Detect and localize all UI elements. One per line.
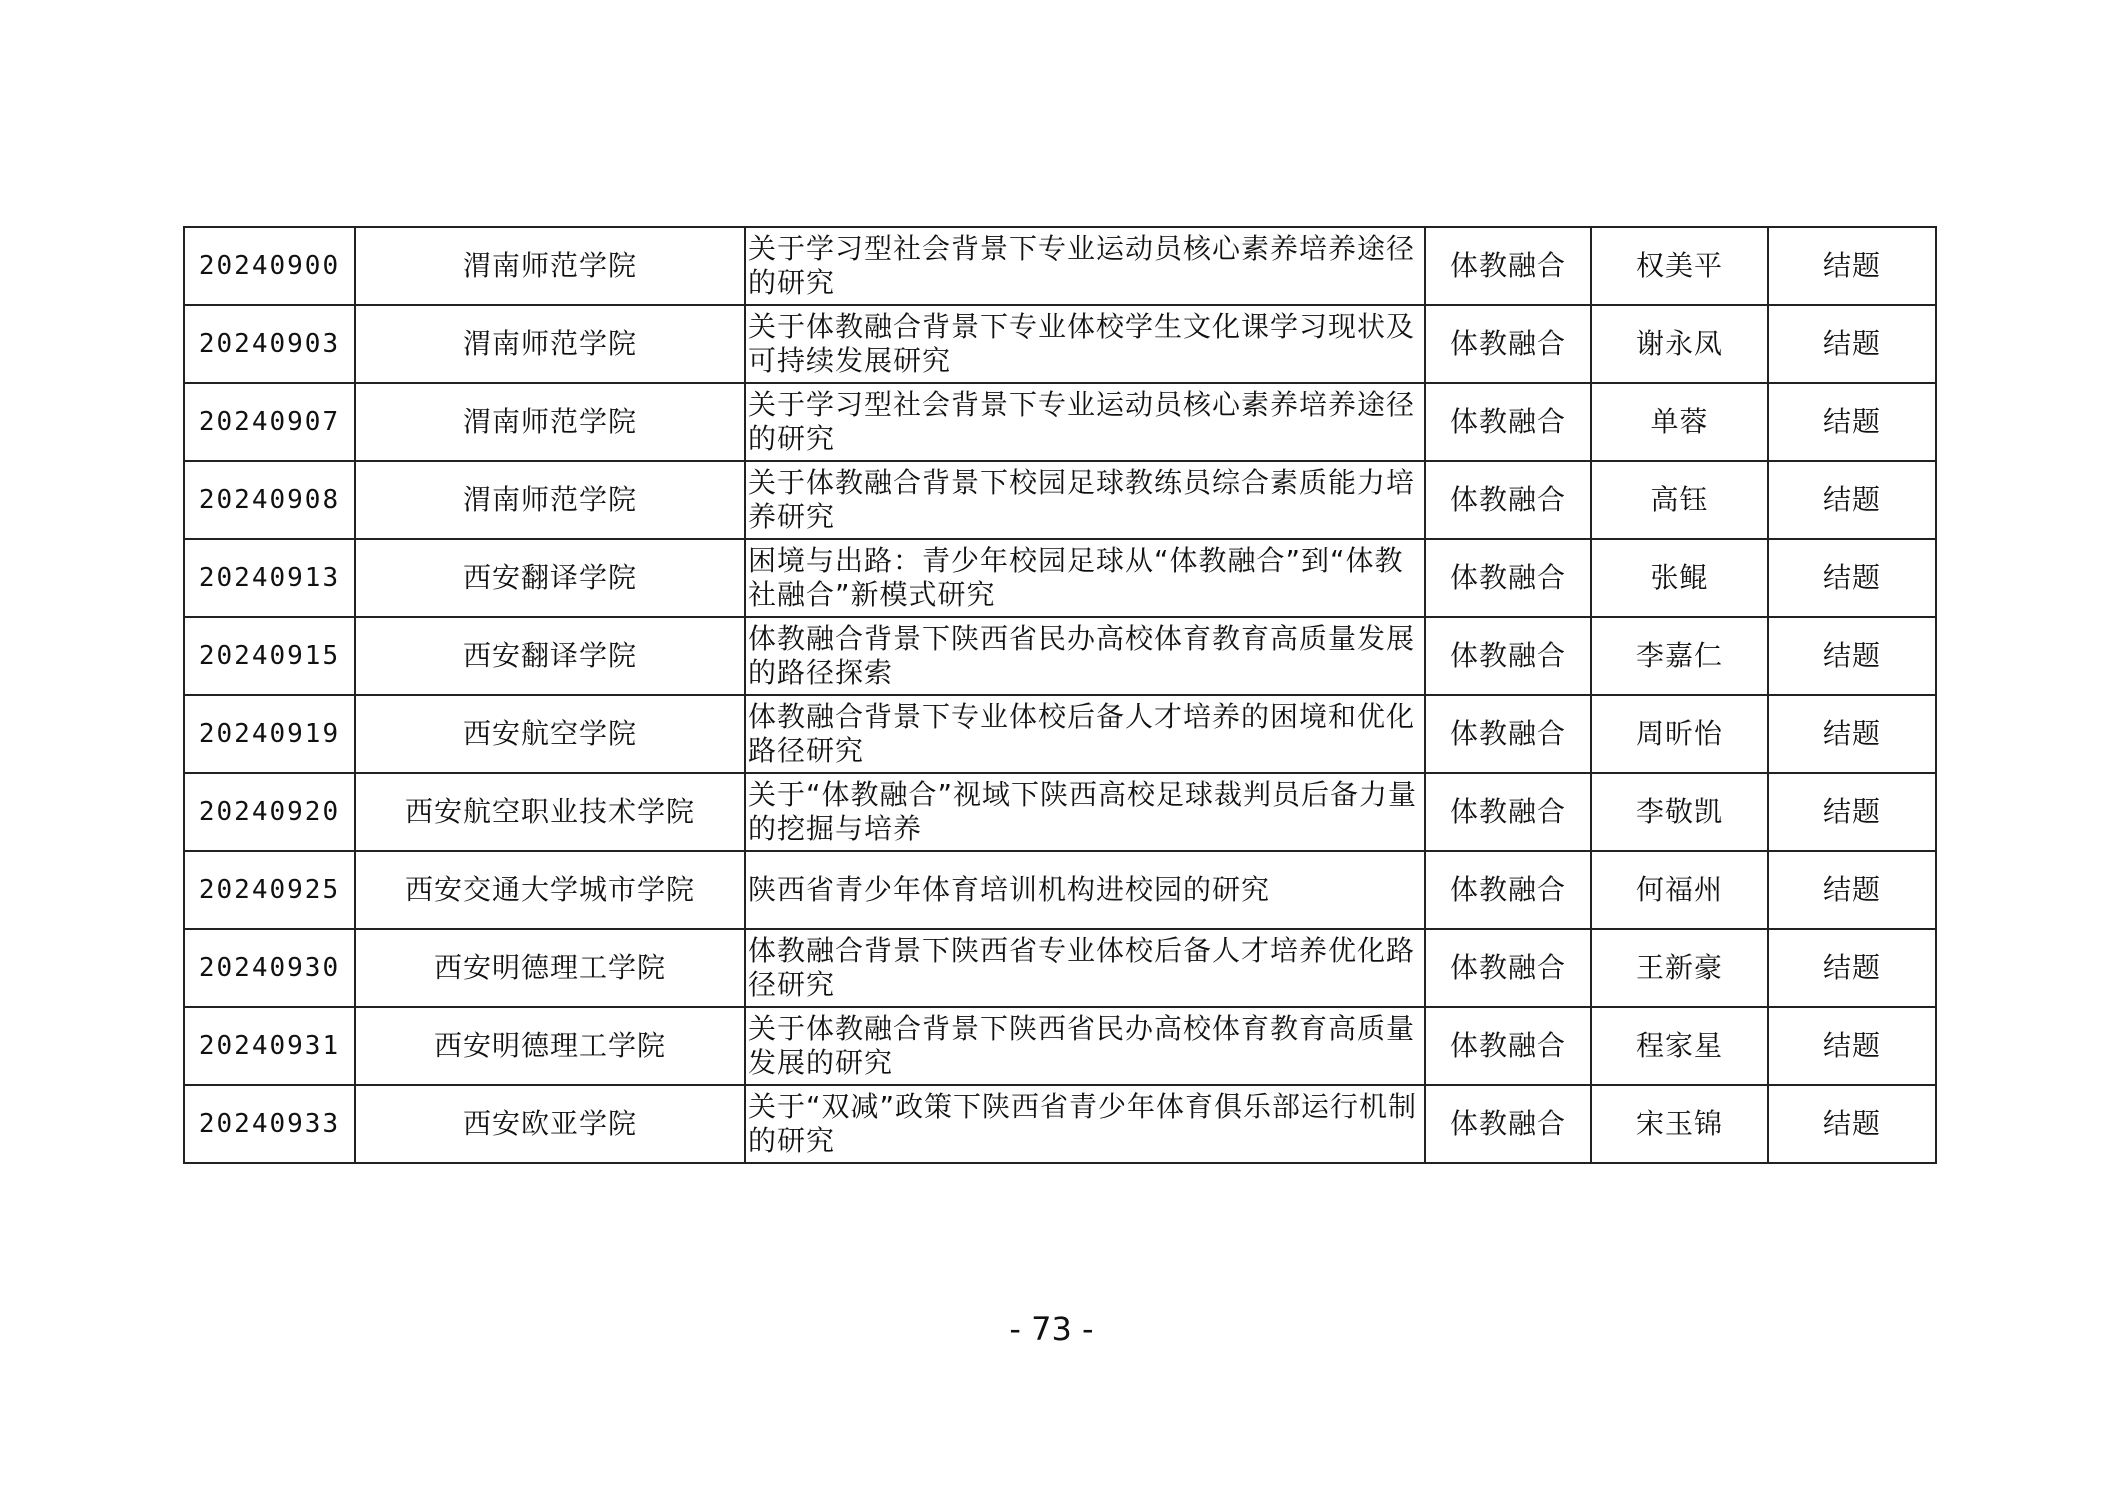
project-id: 20240908 [184,461,355,539]
project-status: 结题 [1768,539,1936,617]
project-category: 体教融合 [1425,539,1591,617]
school-name: 渭南师范学院 [355,461,745,539]
project-id: 20240900 [184,227,355,305]
project-category: 体教融合 [1425,461,1591,539]
project-category: 体教融合 [1425,695,1591,773]
project-category: 体教融合 [1425,1085,1591,1163]
project-leader: 王新豪 [1591,929,1768,1007]
table-row [184,929,1936,1007]
project-category: 体教融合 [1425,383,1591,461]
project-leader: 程家星 [1591,1007,1768,1085]
project-title: 关于“体教融合”视域下陕西高校足球裁判员后备力量的挖掘与培养 [745,773,1425,851]
project-table [183,226,1937,1164]
school-name: 渭南师范学院 [355,305,745,383]
school-name: 西安交通大学城市学院 [355,851,745,929]
project-status: 结题 [1768,383,1936,461]
project-id: 20240925 [184,851,355,929]
school-name: 西安翻译学院 [355,617,745,695]
school-name: 西安欧亚学院 [355,1085,745,1163]
project-leader: 李敬凯 [1591,773,1768,851]
school-name: 西安翻译学院 [355,539,745,617]
project-category: 体教融合 [1425,227,1591,305]
project-title: 关于体教融合背景下专业体校学生文化课学习现状及可持续发展研究 [745,305,1425,383]
project-id: 20240913 [184,539,355,617]
project-id: 20240915 [184,617,355,695]
project-leader: 张鲲 [1591,539,1768,617]
table-row [184,227,1936,305]
project-status: 结题 [1768,227,1936,305]
project-id: 20240919 [184,695,355,773]
school-name: 西安明德理工学院 [355,1007,745,1085]
project-status: 结题 [1768,461,1936,539]
project-status: 结题 [1768,695,1936,773]
project-leader: 宋玉锦 [1591,1085,1768,1163]
project-category: 体教融合 [1425,1007,1591,1085]
project-leader: 权美平 [1591,227,1768,305]
project-category: 体教融合 [1425,851,1591,929]
project-id: 20240907 [184,383,355,461]
project-title: 陕西省青少年体育培训机构进校园的研究 [745,851,1425,929]
project-leader: 单蓉 [1591,383,1768,461]
table-row [184,773,1936,851]
school-name: 渭南师范学院 [355,227,745,305]
project-title: 关于体教融合背景下陕西省民办高校体育教育高质量发展的研究 [745,1007,1425,1085]
table-row [184,617,1936,695]
project-category: 体教融合 [1425,929,1591,1007]
project-leader: 李嘉仁 [1591,617,1768,695]
project-id: 20240920 [184,773,355,851]
project-leader: 何福州 [1591,851,1768,929]
table-row [184,539,1936,617]
table-row [184,461,1936,539]
project-title: 困境与出路：青少年校园足球从“体教融合”到“体教社融合”新模式研究 [745,539,1425,617]
project-id: 20240930 [184,929,355,1007]
page-number: - 73 - [1009,1310,1094,1348]
school-name: 渭南师范学院 [355,383,745,461]
project-status: 结题 [1768,305,1936,383]
table-row [184,383,1936,461]
school-name: 西安明德理工学院 [355,929,745,1007]
project-leader: 高钰 [1591,461,1768,539]
project-status: 结题 [1768,773,1936,851]
project-title: 体教融合背景下专业体校后备人才培养的困境和优化路径研究 [745,695,1425,773]
project-id: 20240933 [184,1085,355,1163]
project-status: 结题 [1768,1085,1936,1163]
project-title: 关于“双减”政策下陕西省青少年体育俱乐部运行机制的研究 [745,1085,1425,1163]
project-title: 关于学习型社会背景下专业运动员核心素养培养途径的研究 [745,383,1425,461]
project-id: 20240903 [184,305,355,383]
project-status: 结题 [1768,851,1936,929]
project-title: 关于学习型社会背景下专业运动员核心素养培养途径的研究 [745,227,1425,305]
project-title: 关于体教融合背景下校园足球教练员综合素质能力培养研究 [745,461,1425,539]
project-category: 体教融合 [1425,305,1591,383]
project-status: 结题 [1768,929,1936,1007]
project-category: 体教融合 [1425,617,1591,695]
table-row [184,305,1936,383]
project-status: 结题 [1768,1007,1936,1085]
school-name: 西安航空学院 [355,695,745,773]
project-category: 体教融合 [1425,773,1591,851]
table-row [184,1007,1936,1085]
project-title: 体教融合背景下陕西省专业体校后备人才培养优化路径研究 [745,929,1425,1007]
school-name: 西安航空职业技术学院 [355,773,745,851]
project-leader: 谢永凤 [1591,305,1768,383]
project-id: 20240931 [184,1007,355,1085]
table-row [184,851,1936,929]
table-row [184,1085,1936,1163]
project-status: 结题 [1768,617,1936,695]
project-leader: 周昕怡 [1591,695,1768,773]
project-title: 体教融合背景下陕西省民办高校体育教育高质量发展的路径探索 [745,617,1425,695]
table-row [184,695,1936,773]
